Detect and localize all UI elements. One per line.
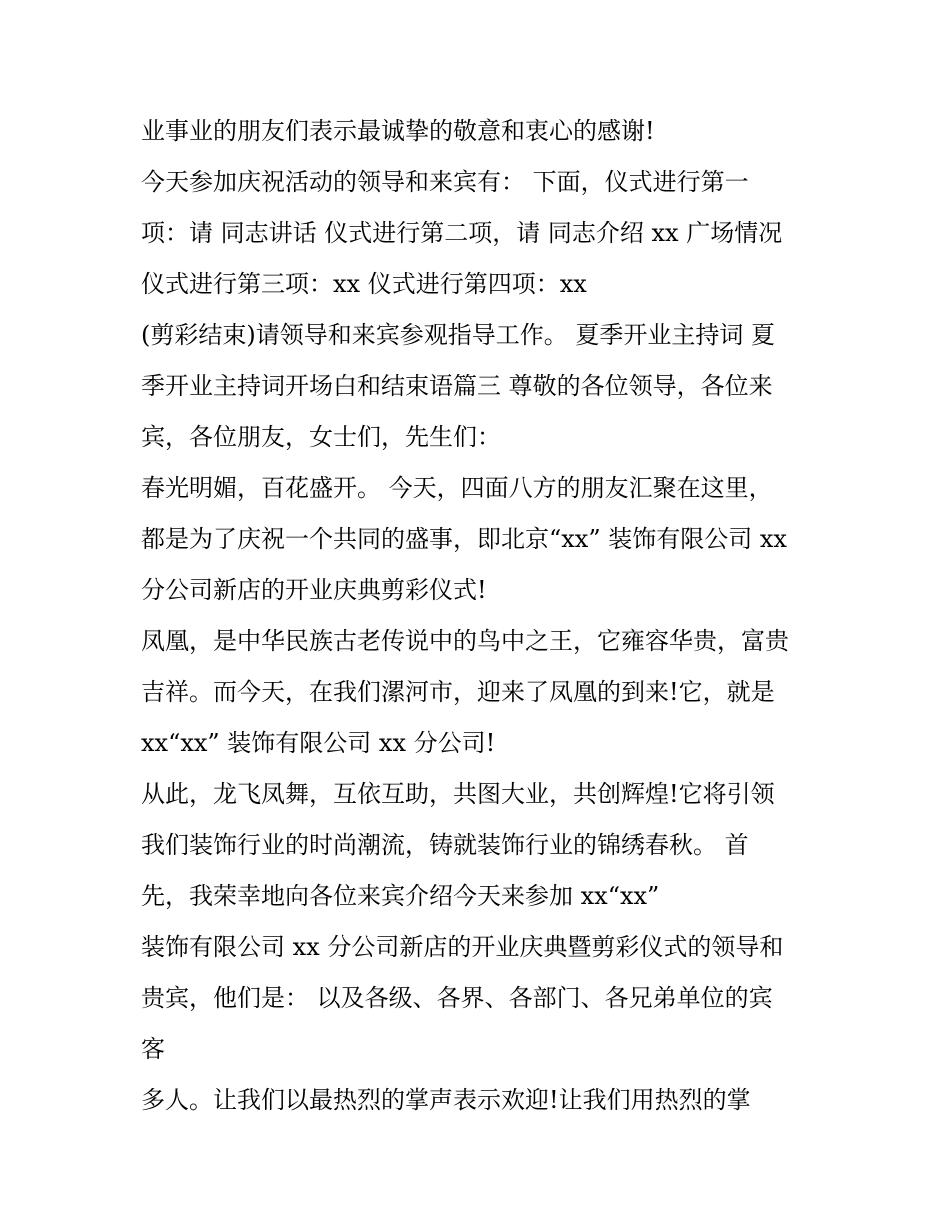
text-line: 分公司新店的开业庆典剪彩仪式! — [141, 576, 487, 604]
text-line: 项：请 同志讲话 仪式进行第二项，请 同志介绍 xx 广场情况 — [141, 219, 783, 247]
body-text — [141, 106, 841, 1126]
text-line: 仪式进行第三项：xx 仪式进行第四项：xx — [141, 270, 587, 298]
text-line: 春光明媚，百花盛开。 今天，四面八方的朋友汇聚在这里， — [141, 474, 773, 502]
text-line: 都是为了庆祝一个共同的盛事，即北京“xx” 装饰有限公司 xx — [141, 525, 787, 553]
text-line: 吉祥。而今天，在我们漯河市，迎来了凤凰的到来!它，就是 — [141, 678, 775, 706]
text-line: 从此，龙飞凤舞，互依互助，共图大业，共创辉煌!它将引领 — [141, 780, 775, 808]
text-line: xx“xx” 装饰有限公司 xx 分公司! — [141, 729, 496, 757]
text-line: 先，我荣幸地向各位来宾介绍今天来参加 xx“xx” — [141, 882, 660, 910]
text-line: 凤凰，是中华民族古老传说中的鸟中之王，它雍容华贵，富贵 — [141, 627, 789, 655]
text-line: 装饰有限公司 xx 分公司新店的开业庆典暨剪彩仪式的领导和 — [141, 933, 784, 961]
text-line: 客 — [141, 1035, 165, 1063]
text-line: 宾，各位朋友，女士们，先生们： — [141, 423, 501, 451]
text-line: 季开业主持词开场白和结束语篇三 尊敬的各位领导，各位来 — [141, 372, 773, 400]
text-line: 今天参加庆祝活动的领导和来宾有： 下面，仪式进行第一 — [141, 168, 749, 196]
text-line: (剪彩结束)请领导和来宾参观指导工作。 夏季开业主持词 夏 — [141, 321, 775, 349]
text-line: 多人。让我们以最热烈的掌声表示欢迎!让我们用热烈的掌 — [141, 1086, 751, 1114]
text-line: 我们装饰行业的时尚潮流，铸就装饰行业的锦绣春秋。 首 — [141, 831, 749, 859]
text-line: 贵宾，他们是： 以及各级、各界、各部门、各兄弟单位的宾 — [141, 984, 773, 1012]
text-line: 业事业的朋友们表示最诚挚的敬意和衷心的感谢! — [141, 117, 655, 145]
